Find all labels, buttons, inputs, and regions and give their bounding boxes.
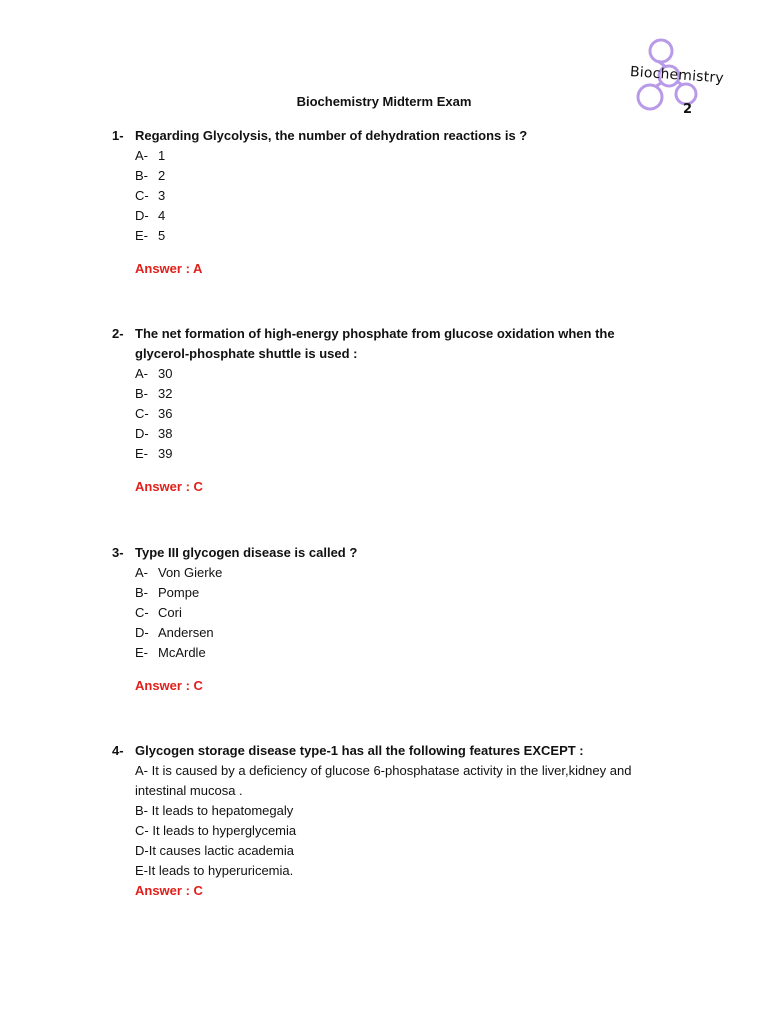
option-letter: B- (135, 585, 148, 600)
question-3-option-a (135, 563, 222, 583)
question-2-option-a (135, 364, 172, 384)
option-value: McArdle (158, 645, 206, 660)
option-letter: C- (135, 406, 149, 421)
question-2-option-d (135, 424, 172, 444)
question-4-option-e: E-It leads to hyperuricemia. (135, 863, 294, 878)
question-3-option-b (135, 583, 199, 603)
question-2-option-e (135, 444, 172, 464)
question-1-text: Regarding Glycolysis, the number of dehydration reactions is ? (135, 128, 528, 143)
option-value: Von Gierke (158, 565, 223, 580)
option-letter: A- (135, 366, 148, 381)
question-1-option-b (135, 166, 165, 186)
option-value: 1 (158, 148, 166, 163)
option-letter: A- (135, 148, 148, 163)
question-3-number: 3- (112, 545, 124, 560)
question-2-number: 2- (112, 326, 124, 341)
question-1-option-e (135, 226, 165, 246)
question-1-number: 1- (112, 128, 124, 143)
question-3-option-e (135, 643, 206, 663)
option-value: 3 (158, 188, 166, 203)
option-letter: D- (135, 625, 149, 640)
question-4-option-a: A- It is caused by a deficiency of glucose 6-phosphatase activity in the liver,kidney and intestinal mucosa . (135, 763, 632, 798)
question-2-text: The net formation of high-energy phosphate from glucose oxidation when the glycerol-phosphate shuttle is used : (135, 326, 615, 361)
question-1-answer: Answer : A (135, 261, 203, 276)
option-letter: E- (135, 645, 148, 660)
question-3-option-d (135, 623, 214, 643)
option-value: 38 (158, 426, 173, 441)
option-letter: C- (135, 605, 149, 620)
question-2-option-b (135, 384, 172, 404)
question-1-option-d (135, 206, 165, 226)
question-2-option-c (135, 404, 172, 424)
option-letter: E- (135, 446, 148, 461)
question-4-option-b: B- It leads to hepatomegaly (135, 803, 294, 818)
exam-title: Biochemistry Midterm Exam (296, 94, 472, 109)
option-value: Andersen (158, 625, 214, 640)
page-number: 2 (683, 102, 693, 117)
option-value: 4 (158, 208, 166, 223)
option-value: 36 (158, 406, 173, 421)
option-letter: A- (135, 565, 148, 580)
question-4-answer: Answer : C (135, 883, 203, 898)
option-value: 30 (158, 366, 173, 381)
option-value: Pompe (158, 585, 200, 600)
question-2-answer: Answer : C (135, 479, 203, 494)
option-value: 2 (158, 168, 166, 183)
option-value: 5 (158, 228, 166, 243)
question-1-option-c (135, 186, 165, 206)
question-1-option-a (135, 146, 165, 166)
question-3-answer: Answer : C (135, 678, 203, 693)
question-3-option-c (135, 603, 182, 623)
option-letter: D- (135, 426, 149, 441)
question-4-option-d: D-It causes lactic academia (135, 843, 294, 858)
logo-text: Biochemistry (629, 64, 725, 87)
option-letter: E- (135, 228, 148, 243)
option-letter: B- (135, 386, 148, 401)
option-value: 39 (158, 446, 173, 461)
option-letter: B- (135, 168, 148, 183)
question-3-text: Type III glycogen disease is called ? (135, 545, 358, 560)
option-value: Cori (158, 605, 182, 620)
question-4-option-c: C- It leads to hyperglycemia (135, 823, 297, 838)
option-value: 32 (158, 386, 173, 401)
option-letter: D- (135, 208, 149, 223)
option-letter: C- (135, 188, 149, 203)
question-4-number: 4- (112, 743, 124, 758)
question-4-text: Glycogen storage disease type-1 has all the following features EXCEPT : (135, 743, 584, 758)
